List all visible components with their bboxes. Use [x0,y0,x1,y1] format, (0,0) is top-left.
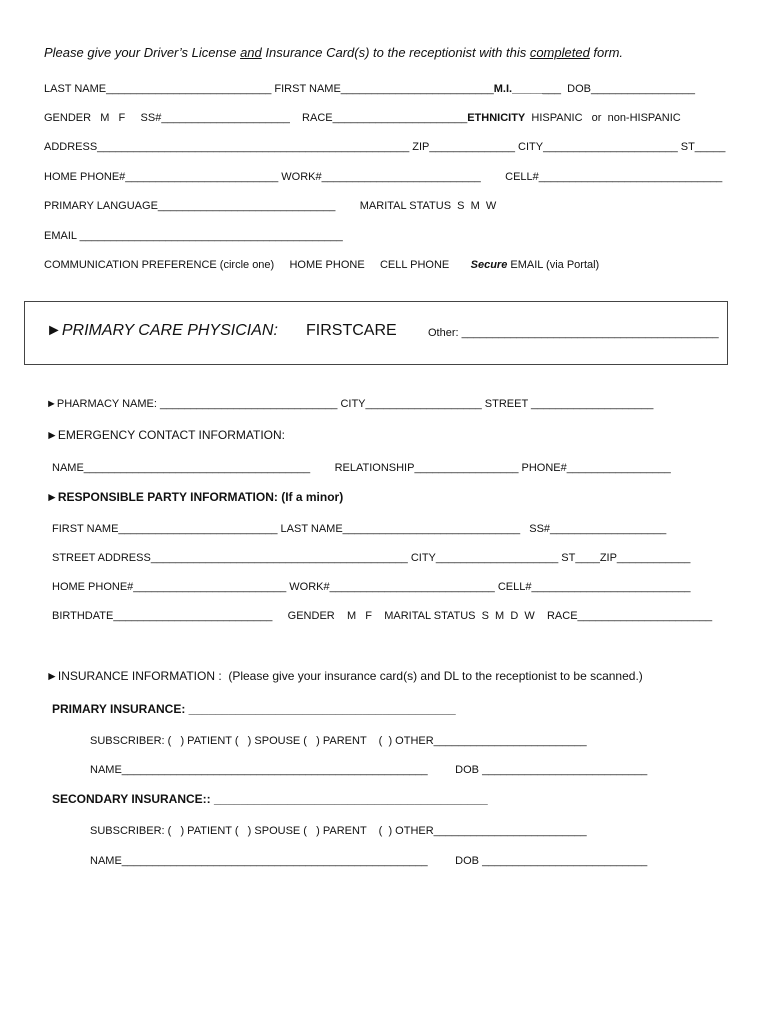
address-row[interactable]: ADDRESS___________________________________________________ ZIP______________ CITY______________________ ST_____ [44,141,726,153]
responsible-name-row[interactable]: FIRST NAME__________________________ LAST NAME_____________________________ SS#___________________ [52,523,667,535]
secure-label[interactable]: Secure [470,259,508,271]
instructions-post: form. [589,45,624,60]
dob-field[interactable]: ___ DOB_________________ [542,83,695,95]
email-row[interactable]: EMAIL ___________________________________________ [44,230,343,242]
gender-ssn-race-row[interactable] [44,111,681,125]
communication-options[interactable]: COMMUNICATION PREFERENCE (circle one) HOME PHONE CELL PHONE [44,259,471,271]
primary-name-dob-row[interactable]: NAME__________________________________________________ DOB ___________________________ [90,764,648,776]
emergency-contact-row[interactable]: NAME_____________________________________ RELATIONSHIP_________________ PHONE#_________________ [52,462,671,474]
pcp-label: ►PRIMARY CARE PHYSICIAN: [46,322,278,339]
instructions-pre: Please give your Driver’s License [44,45,241,60]
ethnicity-options[interactable]: HISPANIC or non-HISPANIC [525,112,681,124]
primary-subscriber-row[interactable]: SUBSCRIBER: ( ) PATIENT ( ) SPOUSE ( ) PARENT ( ) OTHER_________________________ [90,735,587,747]
responsible-birthdate-row[interactable]: BIRTHDATE__________________________ GENDER M F MARITAL STATUS S M D W RACE______________________ [52,610,713,622]
responsible-phones-row[interactable]: HOME PHONE#_________________________ WORK#___________________________ CELL#__________________________ [52,581,691,593]
middle-initial-field[interactable]: M.I._____ [493,83,543,95]
gender-ssn-race-fields[interactable]: GENDER M F SS#_____________________ RACE______________________ [44,112,468,124]
portal-email-option[interactable]: EMAIL (via Portal) [507,259,600,271]
emergency-contact-heading: ►EMERGENCY CONTACT INFORMATION: [46,428,285,442]
name-dob-row[interactable] [44,82,695,96]
secondary-insurance-field[interactable]: SECONDARY INSURANCE:: _________________________________________ [52,792,488,806]
instructions-completed: completed [529,45,590,60]
pharmacy-row[interactable]: ►PHARMACY NAME: _____________________________ CITY___________________ STREET ____________________ [46,398,654,410]
communication-preference-row[interactable] [44,258,599,272]
secondary-name-dob-row[interactable]: NAME__________________________________________________ DOB ___________________________ [90,855,648,867]
instructions-and: and [240,45,262,60]
responsible-address-row[interactable]: STREET ADDRESS__________________________________________ CITY____________________ ST____ZIP____________ [52,552,691,564]
language-marital-row[interactable]: PRIMARY LANGUAGE_____________________________ MARITAL STATUS S M W [44,200,497,212]
pcp-value: FIRSTCARE [306,322,397,339]
responsible-party-heading: ►RESPONSIBLE PARTY INFORMATION: (If a minor) [46,490,344,504]
phones-row[interactable]: HOME PHONE#_________________________ WORK#__________________________ CELL#______________________________ [44,171,723,183]
name-fields[interactable]: LAST NAME___________________________ FIRST NAME_________________________ [44,83,494,95]
primary-insurance-field[interactable]: PRIMARY INSURANCE: ________________________________________ [52,702,456,716]
pcp-other-field[interactable]: Other: __________________________________________ [428,327,719,339]
form-instructions [44,46,623,60]
instructions-mid: Insurance Card(s) to the receptionist with this [261,45,530,60]
insurance-heading: ►INSURANCE INFORMATION : (Please give your insurance card(s) and DL to the receptionist to be scanned.) [46,669,643,683]
secondary-subscriber-row[interactable]: SUBSCRIBER: ( ) PATIENT ( ) SPOUSE ( ) PARENT ( ) OTHER_________________________ [90,825,587,837]
ethnicity-label: ETHNICITY [467,112,526,124]
